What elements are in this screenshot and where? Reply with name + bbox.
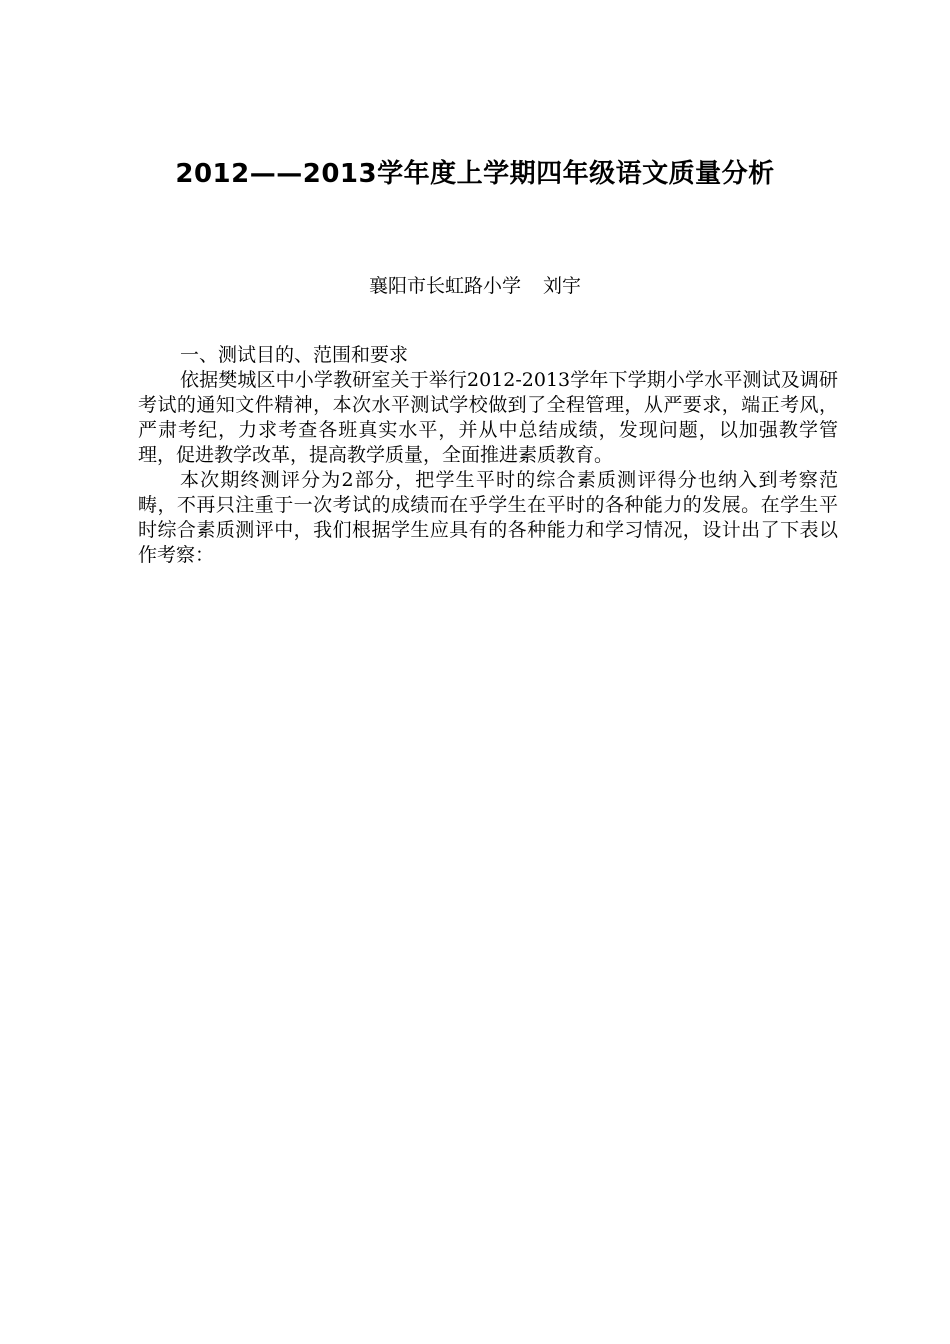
byline bbox=[0, 273, 950, 299]
paragraph-1: 依据樊城区中小学教研室关于举行2012-2013学年下学期小学水平测试及调研考试的通知文件精神，本次水平测试学校做到了全程管理，从严要求，端正考风，严肃考纪，力求考查各班真实水平，并从中总结成绩，发现问题，以加强教学管理，促进教学改革，提高教学质量，全面推进素质教育。 bbox=[138, 369, 838, 466]
author-name: 刘宇 bbox=[543, 275, 582, 297]
section-heading: 一、测试目的、范围和要求 bbox=[180, 344, 409, 366]
document-title: 2012——2013学年度上学期四年级语文质量分析 bbox=[175, 159, 775, 189]
paragraph-2: 本次期终测评分为2部分，把学生平时的综合素质测评得分也纳入到考察范畴，不再只注重于一次考试的成绩而在乎学生在平时的各种能力的发展。在学生平时综合素质测评中，我们根据学生应具有的各种能力和学习情况，设计出了下表以作考察： bbox=[138, 469, 838, 566]
document-body bbox=[138, 343, 838, 568]
school-name: 襄阳市长虹路小学 bbox=[368, 275, 521, 297]
